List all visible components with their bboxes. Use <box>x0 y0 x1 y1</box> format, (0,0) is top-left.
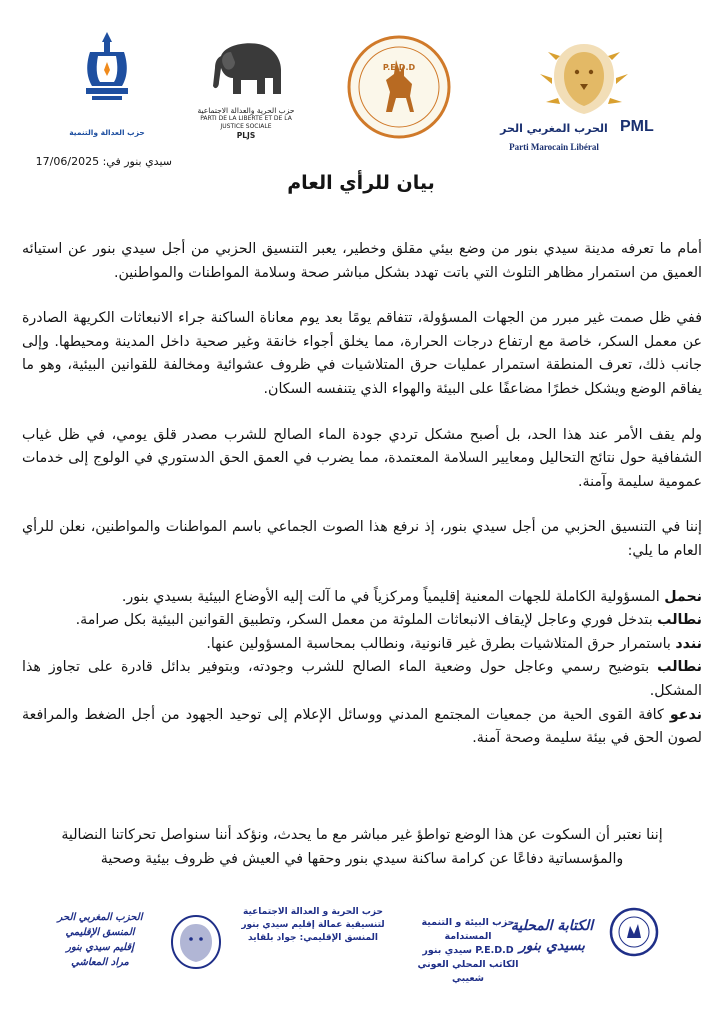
page-title: بيان للرأي العام <box>287 172 435 194</box>
pljs-logo <box>196 38 296 140</box>
paragraph: إننا في التنسيق الحزبي من أجل سيدي بنور، إذ نرفع هذا الصوت الجماعي باسم المواطنات والمواطنين، نعلن للرأي العام ما يلي: <box>22 519 702 559</box>
demand-verb: نندد <box>675 635 702 652</box>
pjd-name-ar: حزب العدالة والتنمية <box>69 128 145 137</box>
pedd-abbr: P.E.D.D <box>382 63 416 72</box>
gazelle-emblem-icon <box>346 34 452 140</box>
demand-text: المسؤولية الكاملة للجهات المعنية إقليمياً ومركزياً في ما آلت إليه الأوضاع البيئية بسيدي بنور. <box>121 588 665 605</box>
pjd-logo <box>66 28 148 137</box>
logo-strip <box>0 22 722 157</box>
stamp-local-secretariat: الكتابة المحلية بسيدي بنور <box>510 918 594 954</box>
statement-body <box>22 238 702 751</box>
elephant-icon <box>201 38 291 102</box>
paragraph: ففي ظل صمت غير مبرر من الجهات المسؤولة، تتفاقم يومًا بعد يوم معاناة الساكنة جراء الانبعاثات الكريهة الصادرة عن معمل السكر، خاصة مع ارتفاع درجات الحرارة، مما يخلق أجواء خانقة وغير صحية داخل المدينة ومحيطها. وإلى جانب ذلك، تعرف المنطقة استمرار عمليات حرق المتلاشيات في ظروف عشوائية ومخالفة للقوانين البيئية، وهو ما يفاقم الوضع ويشكل خطرًا مضاعفًا على البيئة والهواء الذي يتنفسه السكان. <box>22 310 702 397</box>
pljs-name-fr: PARTI DE LA LIBERTE ET DE LA JUSTICE SOCIALE <box>200 115 292 130</box>
lion-stamp-icon <box>164 912 228 972</box>
pml-name-fr: Parti Marocain Libéral <box>509 142 599 152</box>
round-seal-icon <box>608 906 660 958</box>
list-item <box>22 586 702 610</box>
pljs-abbr: PLJS <box>236 131 256 140</box>
lion-icon <box>526 38 642 122</box>
statement-date: سيدي بنور في: 17/06/2025 <box>35 155 172 168</box>
pljs-name-ar: حزب الحرية والعدالة الاجتماعية <box>197 106 295 115</box>
paragraph: أمام ما تعرفه مدينة سيدي بنور من وضع بيئي مقلق وخطير، يعبر التنسيق الحزبي من أجل سيدي بنور عن استيائه العميق من استمرار مظاهر التلوث التي باتت تهدد بشكل مباشر صحة وسلامة المواطنات والمواطنين. <box>22 241 702 281</box>
pedd-logo <box>346 34 452 144</box>
demand-text: بتدخل فوري وعاجل لإيقاف الانبعاثات الملوثة من معمل السكر، وتطبيق القوانين البيئية بكل صرامة. <box>75 612 658 629</box>
list-item <box>22 656 702 703</box>
demand-text: بتوضيح رسمي وعاجل حول وضعية الماء الصالح للشرب وجودته، وبتوفير بدائل قادرة على تجاوز هذا المشكل. <box>22 659 702 699</box>
closing-paragraph: إننا نعتبر أن السكوت عن هذا الوضع تواطؤ غير مباشر مع ما يحدث، ونؤكد أننا سنواصل تحركاتنا النضالية والمؤسساتية دفاعًا عن كرامة ساكنة سيدي بنور وحقها في العيش في ظروف بيئية وصحية <box>61 827 663 867</box>
stamp-pljs: حزب الحرية و العدالة الاجتماعية لتنسيقية عمالة إقليم سيدي بنور المنسق الإقليمي: جواد بلقايد <box>241 907 385 943</box>
demand-text: كافة القوى الحية من جمعيات المجتمع المدني ووسائل الإعلام إلى توحيد الجهود من أجل الضغط والمرافعة لصون الحق في بيئة سليمة وصحة آمنة. <box>22 706 702 747</box>
demand-text: باستمرار حرق المتلاشيات بطرق غير قانونية، ونطالب بمحاسبة المسؤولين عنها. <box>206 635 676 652</box>
signature-stamps <box>0 902 722 1002</box>
stamp-pml: الحزب المغربي الحر المنسق الإقليمي إقليم سيدي بنور مراد المعاشي <box>57 912 143 968</box>
demand-verb: ندعو <box>669 706 702 723</box>
stamp-pedd: حزب البيئة و التنمية المستدامة P.E.D.D سيدي بنور الكاتب المحلي العوني شعيبي <box>417 917 519 984</box>
paragraph: ولم يقف الأمر عند هذا الحد، بل أصبح مشكل تردي جودة الماء الصالح للشرب مصدر قلق يومي، في ظل غياب الشفافية حول نتائج التحاليل ومعايير السلامة المعتمدة، مما يضرب في العمق الحق الدستوري في الولوج إلى خدمات عمومية سليمة وآمنة. <box>22 426 702 490</box>
pml-logo <box>496 38 672 152</box>
pml-name-ar: الحرب المغربي الحر <box>500 122 608 135</box>
demand-verb: نطالب <box>657 659 702 676</box>
demands-list <box>22 586 702 751</box>
lamp-icon <box>66 28 148 124</box>
list-item <box>22 633 702 657</box>
list-item <box>22 609 702 633</box>
list-item <box>22 704 702 751</box>
demand-verb: نطالب <box>657 612 702 629</box>
pml-abbr: PML <box>620 118 654 135</box>
demand-verb: نحمل <box>664 588 702 605</box>
